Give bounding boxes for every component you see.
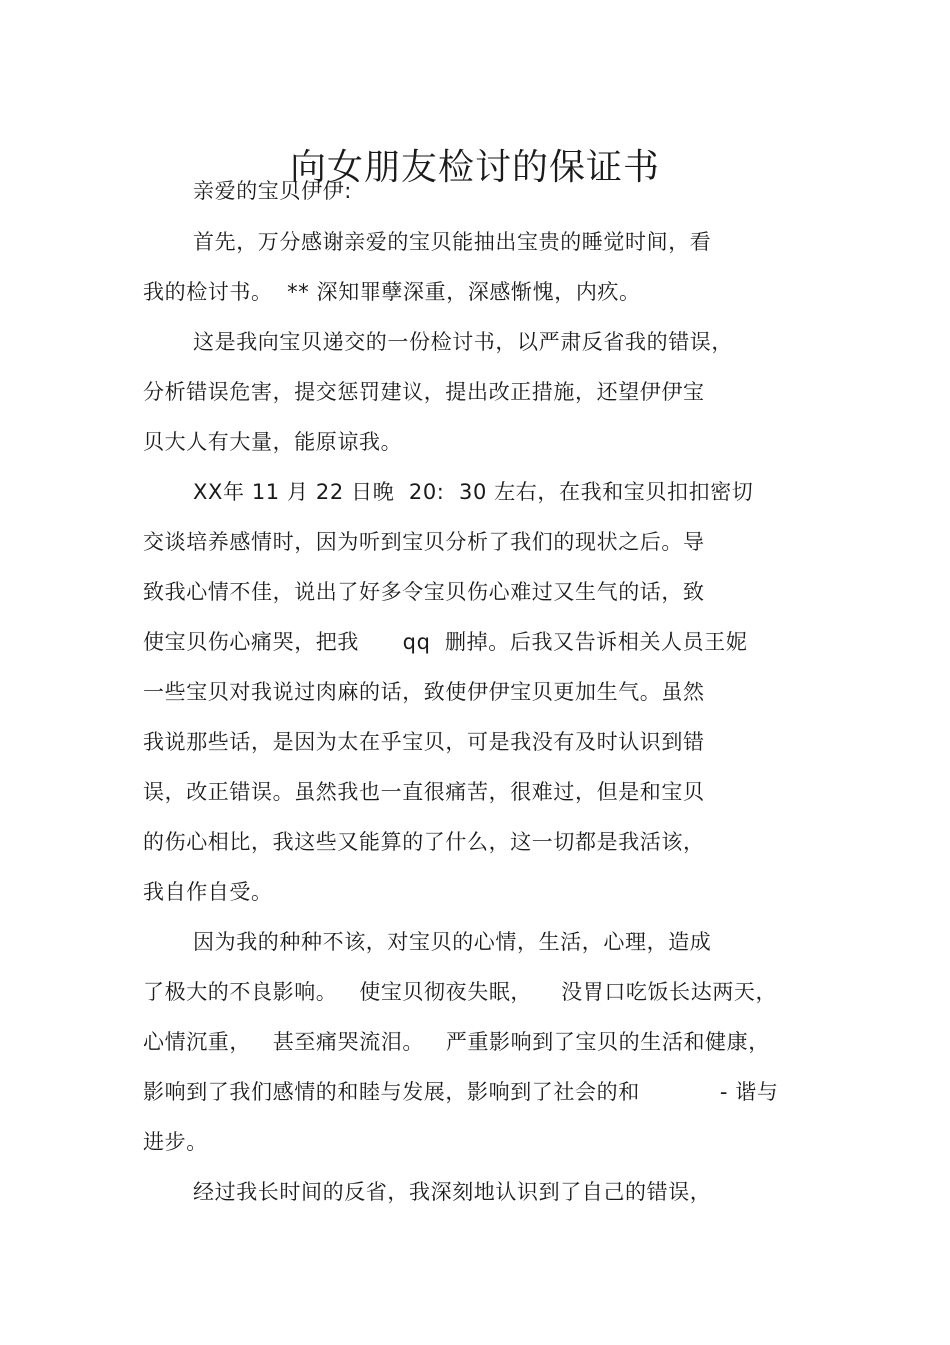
paragraph-line: 影响到了我们感情的和睦与发展，影响到了社会的和 - 谐与 xyxy=(143,1080,779,1104)
paragraph-line: 的伤心相比，我这些又能算的了什么，这一切都是我活该， xyxy=(143,830,705,854)
paragraph-line: 首先，万分感谢亲爱的宝贝能抽出宝贵的睡觉时间，看 xyxy=(193,230,712,254)
paragraph-line: 贝大人有大量，能原谅我。 xyxy=(143,430,403,454)
paragraph-line: 这是我向宝贝递交的一份检讨书，以严肃反省我的错误， xyxy=(193,330,733,354)
paragraph-line: 使宝贝伤心痛哭，把我 qq 删掉。后我又告诉相关人员王妮 xyxy=(143,630,748,654)
paragraph-line: 一些宝贝对我说过肉麻的话，致使伊伊宝贝更加生气。虽然 xyxy=(143,680,705,704)
paragraph-line: 我自作自受。 xyxy=(143,880,273,904)
paragraph-line: XX年 11 月 22 日晚 20: 30 左右，在我和宝贝扣扣密切 xyxy=(193,480,754,504)
paragraph-line: 进步。 xyxy=(143,1130,208,1154)
document-title: 向女朋友检讨的保证书 xyxy=(289,147,660,189)
paragraph-line: 我的检讨书。 ** 深知罪孽深重，深感惭愧，内疚。 xyxy=(143,280,641,304)
paragraph-line: 因为我的种种不该，对宝贝的心情，生活，心理，造成 xyxy=(193,930,712,954)
paragraph-line: 心情沉重， 甚至痛哭流泪。 严重影响到了宝贝的生活和健康， xyxy=(143,1030,770,1054)
paragraph-line: 致我心情不佳，说出了好多令宝贝伤心难过又生气的话，致 xyxy=(143,580,705,604)
paragraph-line: 了极大的不良影响。 使宝贝彻夜失眠， 没胃口吃饭长达两天， xyxy=(143,980,778,1004)
paragraph-line: 分析错误危害，提交惩罚建议，提出改正措施，还望伊伊宝 xyxy=(143,380,705,404)
paragraph-line: 我说那些话，是因为太在乎宝贝，可是我没有及时认识到错 xyxy=(143,730,705,754)
paragraph-line: 交谈培养感情时，因为听到宝贝分析了我们的现状之后。导 xyxy=(143,530,705,554)
paragraph-line: 经过我长时间的反省，我深刻地认识到了自己的错误， xyxy=(193,1180,712,1204)
salutation: 亲爱的宝贝伊伊: xyxy=(193,179,352,203)
paragraph-line: 误，改正错误。虽然我也一直很痛苦，很难过，但是和宝贝 xyxy=(143,780,705,804)
